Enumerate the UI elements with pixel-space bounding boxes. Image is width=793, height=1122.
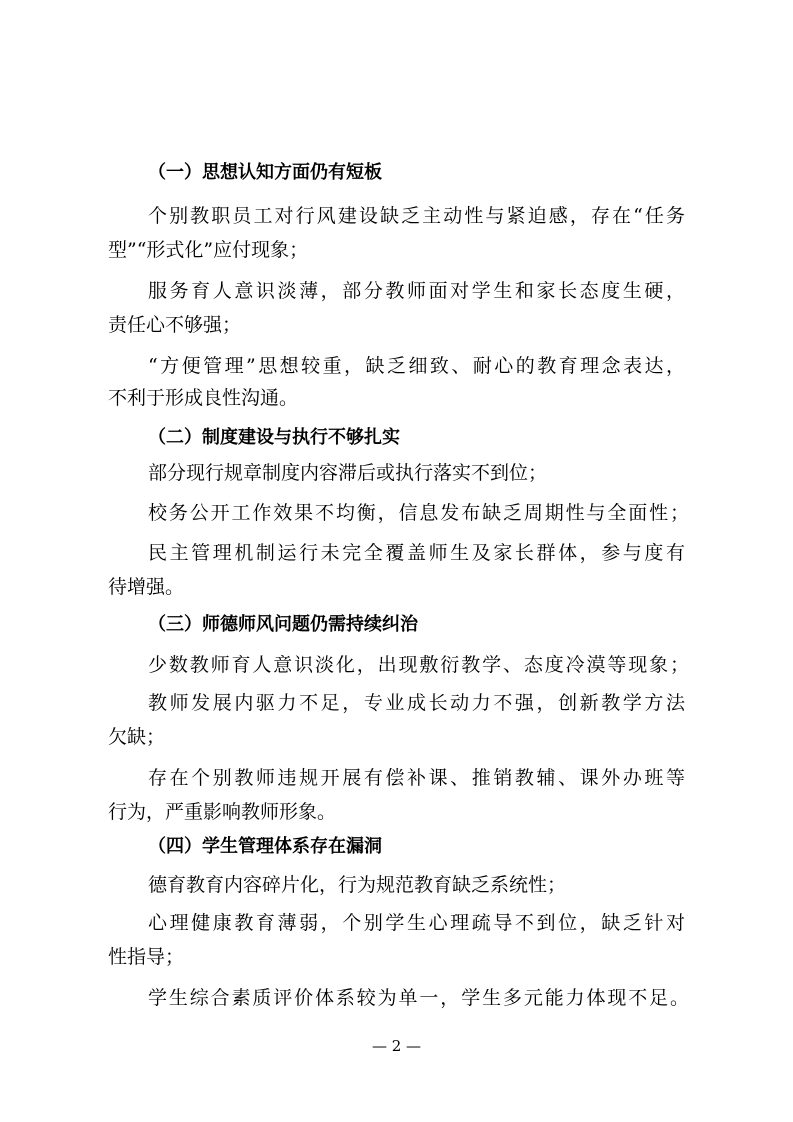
paragraph-line: 学生综合素质评价体系较为单一，学生多元能力体现不足。 — [148, 987, 689, 1009]
paragraph-line: 不利于形成良性沟通。 — [108, 387, 299, 409]
paragraph-line: 存在个别教师违规开展有偿补课、推销教辅、课外办班等 — [148, 767, 685, 789]
paragraph-line: 待增强。 — [108, 576, 185, 598]
paragraph-line: “方便管理”思想较重，缺乏细致、耐心的教育理念表达， — [148, 355, 685, 377]
paragraph-line: 个别教职员工对行风建设缺乏主动性与紧迫感，存在“任务 — [148, 205, 685, 227]
paragraph-line: 少数教师育人意识淡化，出现敷衍教学、态度冷漠等现象； — [148, 654, 689, 676]
page-number: — 2 — — [371, 1037, 422, 1055]
section-heading-3: （三）师德师风问题仍需持续纠治 — [148, 614, 418, 635]
paragraph-line: 心理健康教育薄弱，个别学生心理疏导不到位，缺乏针对 — [148, 912, 685, 934]
paragraph-line: 欠缺； — [108, 726, 166, 748]
paragraph-line: 部分现行规章制度内容滞后或执行落实不到位； — [148, 462, 548, 484]
section-heading-4: （四）学生管理体系存在漏洞 — [148, 836, 382, 857]
paragraph-line: 责任心不够强； — [108, 314, 242, 336]
paragraph-line: 民主管理机制运行未完全覆盖师生及家长群体，参与度有 — [148, 542, 685, 564]
paragraph-line: 性指导； — [108, 946, 185, 968]
section-heading-1: （一）思想认知方面仍有短板 — [148, 162, 382, 183]
paragraph-line: 服务育人意识淡薄，部分教师面对学生和家长态度生硬， — [148, 280, 685, 302]
paragraph-line: 型”“形式化”应付现象； — [108, 239, 309, 261]
paragraph-line: 行为，严重影响教师形象。 — [108, 801, 337, 823]
paragraph-line: 教师发展内驱力不足，专业成长动力不强，创新教学方法 — [148, 692, 685, 714]
section-heading-2: （二）制度建设与执行不够扎实 — [148, 427, 400, 448]
paragraph-line: 校务公开工作效果不均衡，信息发布缺乏周期性与全面性； — [148, 502, 689, 524]
paragraph-line: 德育教育内容碎片化，行为规范教育缺乏系统性； — [148, 874, 567, 896]
